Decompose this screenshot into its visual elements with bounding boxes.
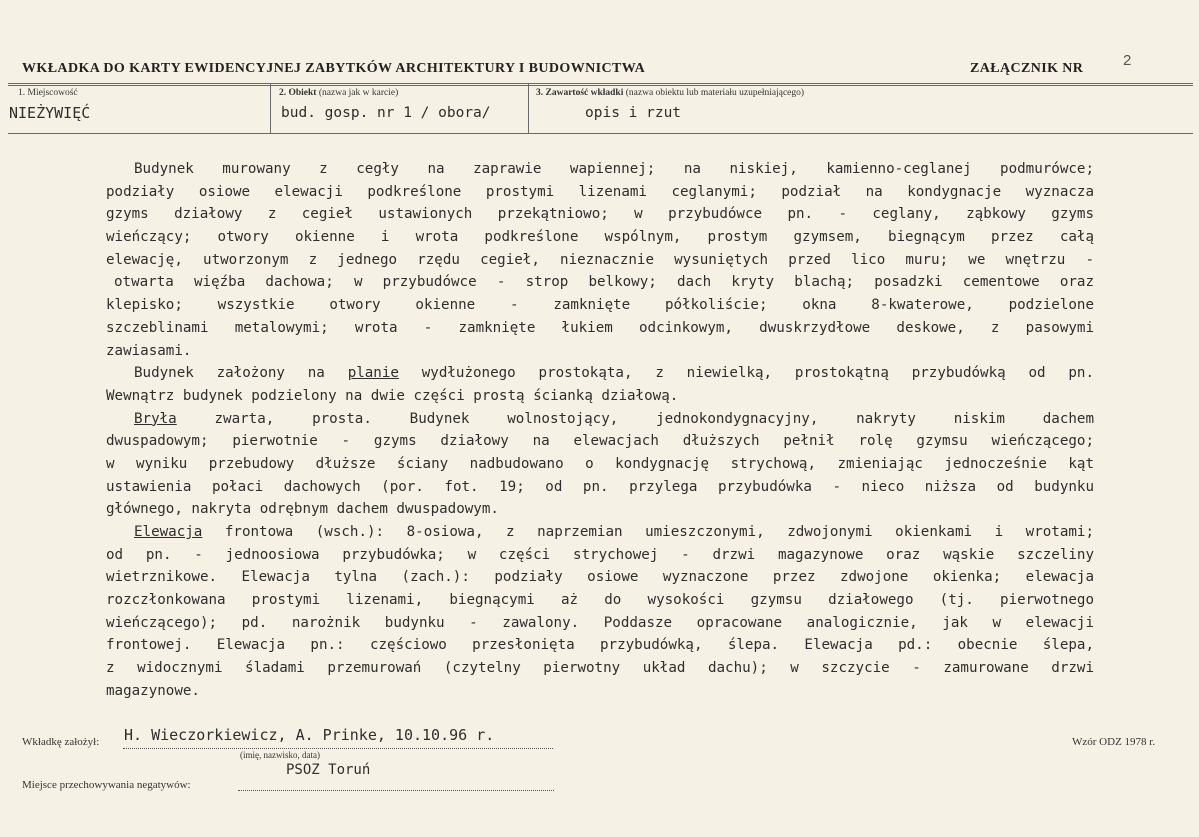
text-line: otwarta więźba dachowa; w przybudówce - strop belkowy; dach kryty blachą; posadzki cementowe oraz (114, 274, 1094, 291)
text-line: zawiasami. (106, 342, 192, 359)
text-line: podziały osiowe elewacji podkreślone prostymi lizenami ceglanymi; podział na kondygnacje wyznacza (106, 183, 1094, 200)
text-line (106, 408, 1094, 431)
founder-dotted-line (123, 748, 553, 749)
locality-label: 1. Miejscowość (18, 88, 78, 98)
text-line: od pn. - jednoosiowa przybudówka; w części strychowej - drzwi magazynowe oraz wąskie szczeliny (106, 546, 1094, 563)
field-divider-1 (270, 84, 271, 133)
header-top-rule-2 (8, 85, 1193, 86)
storage-label: Miejsce przechowywania negatywów: (22, 779, 191, 791)
object-label-hint: (nazwa jak w karcie) (318, 88, 399, 98)
text-line: gzyms działowy z cegieł ustawionych przekątniowo; w przybudówce pn. - ceglany, ząbkowy gzyms (106, 206, 1094, 223)
annex-label: ZAŁĄCZNIK NR (970, 61, 1084, 76)
description-body (106, 158, 1094, 703)
storage-value: PSOZ Toruń (286, 762, 371, 778)
text-line: rozczłonkowana prostymi lizenami, biegnącymi aż do wysokości gzymsu działowego (tj. pierwotnego (106, 592, 1094, 609)
text-line: Budynek murowany z cegły na zaprawie wapiennej; na niskiej, kamienno-ceglanej podmurówce; (134, 161, 1094, 177)
pattern-label: Wzór ODZ 1978 r. (1072, 736, 1156, 748)
text-line: szczeblinami metalowymi; wrota - zamknięte łukiem odcinkowym, dwuskrzydłowe deskowe, z pasowymi (106, 319, 1094, 336)
object-label: 2. Obiekt (279, 88, 317, 98)
text-line: z widocznymi śladami przemurowań (czytelny pierwotny układ dachu); w szczycie - zamurowane drzwi (106, 660, 1094, 677)
content-label: 3. Zawartość wkładki (536, 88, 624, 98)
field-divider-2 (528, 84, 529, 133)
text-fragment: wydłużonego prostokąta, z niewielką, prostokątną przybudówką od pn. (421, 365, 1095, 382)
object-value: bud. gosp. nr 1 / obora/ (281, 105, 491, 121)
annex-number: 2 (1123, 52, 1132, 69)
header-bottom-rule (8, 133, 1193, 134)
text-line: wieńczący; otwory okienne i wrota podkreślone wspólnym, prostym gzymsem, biegnącym przez całą (106, 229, 1094, 246)
card-title: WKŁADKA DO KARTY EWIDENCYJNEJ ZABYTKÓW ARCHITEKTURY I BUDOWNICTWA (22, 61, 646, 76)
underlined-term-bryla: Bryła (134, 410, 177, 427)
text-line: wieńczącego); pd. narożnik budynku - zawalony. Poddasze opracowane analogicznie, jak w elewacji (106, 614, 1094, 631)
text-line: w wyniku przebudowy dłuższe ściany nadbudowano o kondygnację strychową, zmieniając jednocześnie kąt (106, 455, 1094, 472)
text-line: magazynowe. (106, 682, 200, 699)
text-line: frontowej. Elewacja pn.: częściowo przesłonięta przybudówką, ślepa. Elewacja pd.: obecnie ślepa, (106, 637, 1094, 654)
text-line: Wewnątrz budynek podzielony na dwie części prostą ścianką działową. (106, 387, 679, 404)
text-line: dwuspadowym; pierwotnie - gzyms działowy na elewacjach dłuższych pełnił rolę gzymsu wieńczącego; (106, 433, 1094, 450)
text-line: elewację, utworzonym z jednego rzędu cegieł, nieznacznie wysuniętych przed lico muru; we wnętrzu - (106, 251, 1094, 268)
text-line: głównego, nakryta odrębnym dachem dwuspadowym. (106, 501, 499, 518)
founder-value: H. Wieczorkiewicz, A. Prinke, 10.10.96 r. (124, 726, 495, 744)
header-top-rule (8, 83, 1193, 84)
founder-label: Wkładkę założył: (22, 736, 100, 748)
text-line (106, 362, 1094, 385)
text-fragment: Budynek założony na (134, 365, 325, 382)
text-line: klepisko; wszystkie otwory okienne - zamknięte półkoliście; okna 8-kwaterowe, podzielone (106, 297, 1094, 314)
content-label-hint: (nazwa obiektu lub materiału uzupełniającego) (625, 88, 805, 98)
storage-dotted-line (238, 790, 554, 791)
text-fragment: zwarta, prosta. Budynek wolnostojący, jednokondygnacyjny, nakryty niskim dachem (214, 410, 1094, 427)
text-fragment: frontowa (wsch.): 8-osiowa, z naprzemian umieszczonymi, zdwojonymi okienkami i wrotami; (224, 524, 1094, 540)
text-line: ustawienia połaci dachowych (por. fot. 19; od pn. przylega przybudówka - nieco niższa od budynku (106, 478, 1094, 495)
underlined-term-elewacja: Elewacja (134, 524, 203, 540)
text-line: wietrznikowe. Elewacja tylna (zach.): podziały osiowe wyznaczone przez zdwojone okienka; elewacja (106, 569, 1094, 586)
underlined-term-plan: planie (347, 365, 399, 382)
content-value: opis i rzut (585, 105, 682, 121)
locality-value: NIEŻYWIĘĆ (9, 104, 91, 122)
founder-hint: (imię, nazwisko, data) (240, 750, 320, 760)
text-line (106, 521, 1094, 544)
